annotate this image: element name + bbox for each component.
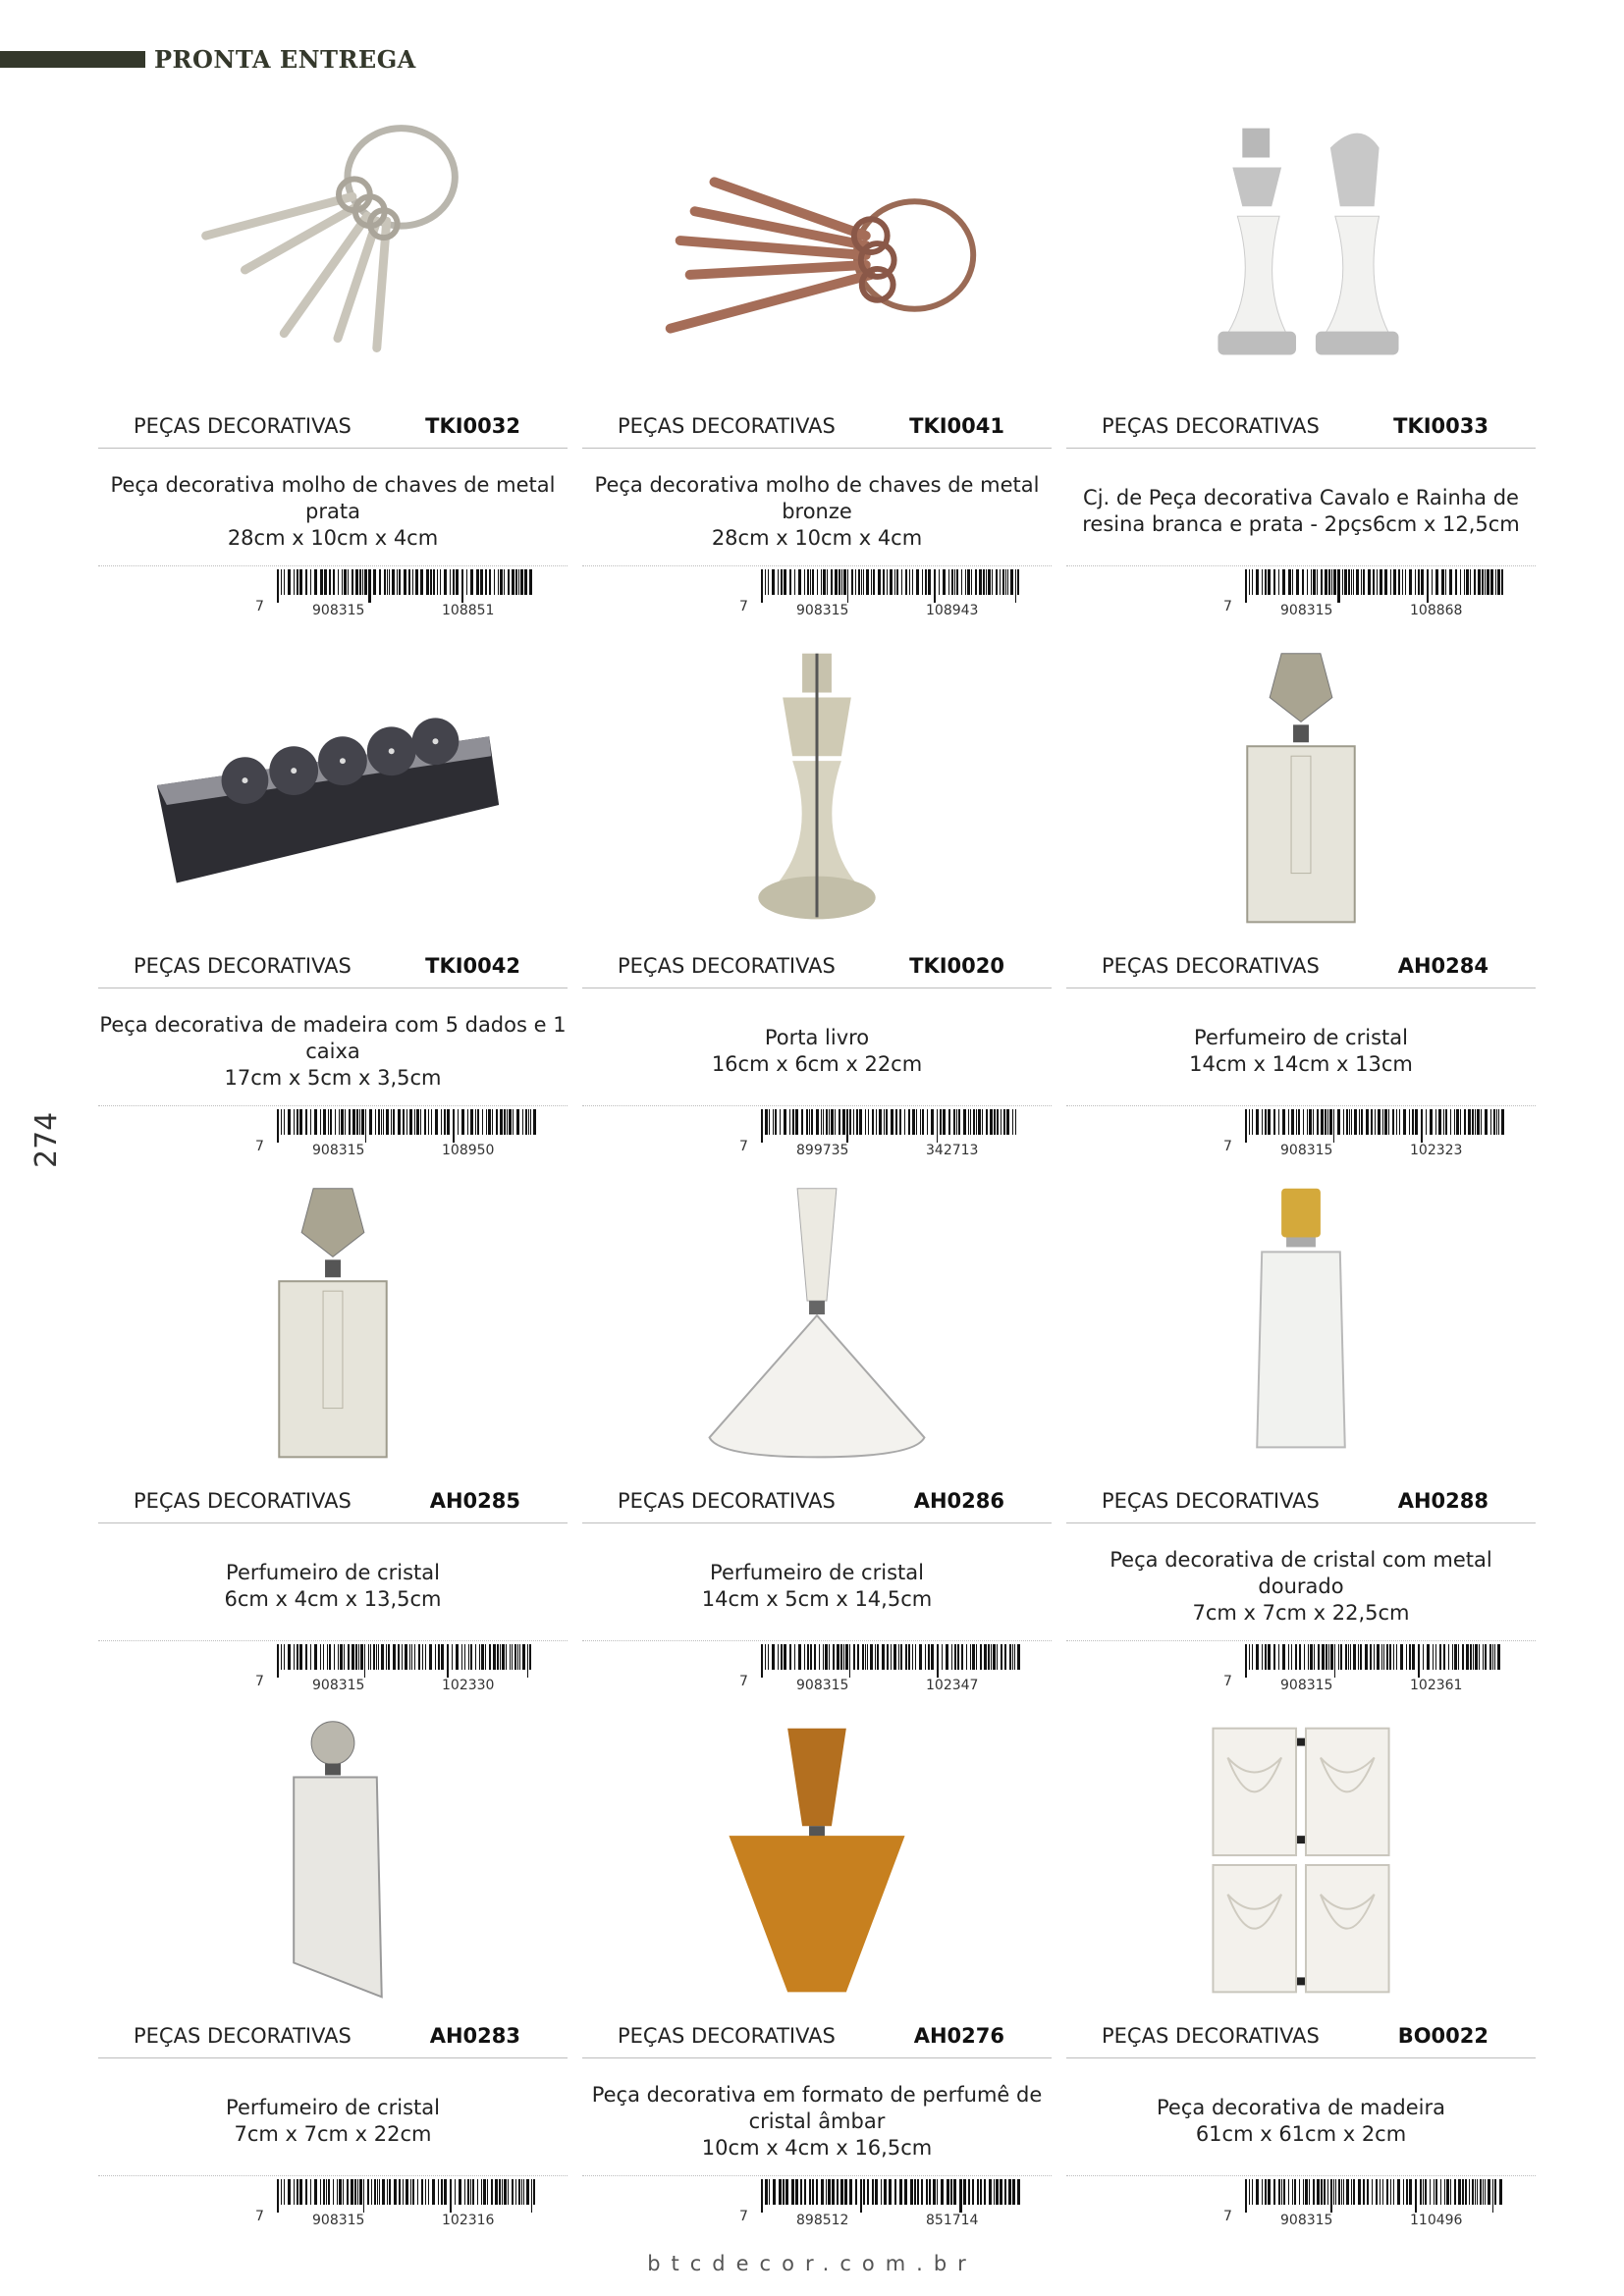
product-code: TKI0032 [425,414,520,438]
product-card[interactable] [98,108,568,648]
product-category: PEÇAS DECORATIVAS [134,414,352,438]
barcode-prefix: 7 [255,1674,264,1689]
product-description: Peça decorativa de madeira com 5 dados e 1 caixa [99,1012,567,1063]
product-meta [582,408,1052,449]
product-row [98,108,1547,648]
barcode-prefix: 7 [255,2209,264,2224]
product-dimensions: 14cm x 14cm x 13cm [1189,1052,1413,1076]
product-meta [1066,948,1536,988]
product-card[interactable] [582,1183,1052,1723]
product-card[interactable] [1066,1183,1536,1723]
barcode-prefix: 7 [1223,2209,1232,2224]
product-category: PEÇAS DECORATIVAS [618,2024,836,2048]
barcode-prefix: 7 [739,1674,748,1689]
product-dimensions: 14cm x 5cm x 14,5cm [701,1587,933,1611]
barcode [1223,2179,1518,2236]
product-dimensions: 7cm x 7cm x 22,5cm [1192,1600,1410,1625]
product-category: PEÇAS DECORATIVAS [1102,2024,1320,2048]
barcode-group-2: 342713 [926,1143,979,1158]
product-dimensions: 10cm x 4cm x 16,5cm [701,2135,933,2160]
barcode-bars [761,1644,1024,1678]
product-dimensions: 61cm x 61cm x 2cm [1195,2122,1407,2146]
product-meta [98,1483,568,1523]
product-category: PEÇAS DECORATIVAS [618,414,836,438]
barcode-group-1: 899735 [796,1143,849,1158]
product-code: AH0285 [429,1489,520,1513]
barcode-group-1: 908315 [1280,1143,1333,1158]
barcode-group-2: 851714 [926,2213,979,2228]
barcode-prefix: 7 [255,599,264,614]
product-description-block [582,2067,1052,2176]
barcode-prefix: 7 [255,1139,264,1154]
product-card[interactable] [98,648,568,1188]
barcode-group-2: 108950 [442,1143,495,1158]
product-description: Peça decorativa molho de chaves de metal prata [110,472,556,523]
product-description-block [1066,457,1536,566]
barcode-prefix: 7 [1223,1674,1232,1689]
barcode-bars [761,1109,1024,1143]
product-code: AH0286 [913,1489,1004,1513]
product-meta [1066,408,1536,449]
product-row [98,1183,1547,1723]
barcode-bars [1245,569,1508,603]
barcode-group-1: 908315 [312,2213,365,2228]
barcode-group-1: 908315 [1280,1678,1333,1693]
product-dimensions: 6cm x 4cm x 13,5cm [224,1587,442,1611]
product-dimensions: 16cm x 6cm x 22cm [711,1052,923,1076]
product-card[interactable] [98,1183,568,1723]
product-description-block [1066,1532,1536,1641]
crystal-perfume-triangle-icon[interactable] [622,1183,1012,1477]
carved-panels-icon[interactable] [1106,1718,1496,2012]
barcode [739,1644,1034,1701]
product-row [98,648,1547,1188]
page-number: 274 [29,1111,64,1168]
footer-website[interactable]: btcdecor.com.br [647,2252,977,2275]
barcode-bars [1245,2179,1508,2213]
dice-box-icon[interactable] [137,648,528,942]
barcode-prefix: 7 [1223,1139,1232,1154]
product-meta [582,948,1052,988]
product-meta [1066,2018,1536,2058]
barcode-group-2: 102330 [442,1678,495,1693]
barcode-bars [277,2179,540,2213]
barcode-group-1: 908315 [1280,2213,1333,2228]
barcode-group-1: 898512 [796,2213,849,2228]
product-row [98,1718,1547,2258]
barcode-bars [761,569,1024,603]
product-description: Perfumeiro de cristal [226,1561,440,1584]
product-code: TKI0033 [1393,414,1489,438]
crystal-gold-cap-icon[interactable] [1106,1183,1496,1477]
product-card[interactable] [98,1718,568,2258]
barcode [1223,1644,1518,1701]
chess-pieces-icon[interactable] [1106,108,1496,402]
barcode-prefix: 7 [1223,599,1232,614]
barcode-bars [277,1644,540,1678]
silver-keys-icon[interactable] [137,108,528,402]
product-meta [582,2018,1052,2058]
product-category: PEÇAS DECORATIVAS [134,1489,352,1513]
product-description-block [98,1532,568,1641]
barcode-group-2: 102361 [1410,1678,1463,1693]
barcode [255,1644,550,1701]
product-card[interactable] [582,108,1052,648]
barcode-bars [277,1109,540,1143]
product-description-block [582,1532,1052,1641]
barcode-group-2: 108851 [442,603,495,618]
product-code: AH0288 [1397,1489,1489,1513]
barcode-group-1: 908315 [312,1143,365,1158]
product-description: Cj. de Peça decorativa Cavalo e Rainha de resina branca e prata - 2pçs6cm x 12,5cm [1082,486,1520,536]
product-description: Porta livro [764,1026,870,1049]
product-dimensions: 7cm x 7cm x 22cm [234,2122,432,2146]
barcode-prefix: 7 [739,2209,748,2224]
product-meta [98,948,568,988]
product-description: Peça decorativa de madeira [1157,2096,1445,2119]
product-description: Peça decorativa em formato de perfumê de cristal âmbar [591,2082,1043,2133]
crystal-prism-icon[interactable] [137,1718,528,2012]
amber-perfume-icon[interactable] [622,1718,1012,2012]
product-description: Peça decorativa de cristal com metal dourado [1110,1547,1492,1598]
bronze-keys-icon[interactable] [622,108,1012,402]
product-card[interactable] [1066,108,1536,648]
product-card[interactable] [1066,1718,1536,2258]
barcode [739,569,1034,626]
product-description-block [1066,2067,1536,2176]
product-category: PEÇAS DECORATIVAS [1102,414,1320,438]
barcode-prefix: 7 [739,599,748,614]
product-code: TKI0041 [909,414,1004,438]
product-dimensions: 28cm x 10cm x 4cm [711,525,923,550]
barcode [1223,569,1518,626]
barcode [1223,1109,1518,1166]
product-category: PEÇAS DECORATIVAS [1102,954,1320,978]
barcode-group-2: 102323 [1410,1143,1463,1158]
barcode-bars [1245,1109,1508,1143]
barcode-group-2: 108943 [926,603,979,618]
product-category: PEÇAS DECORATIVAS [1102,1489,1320,1513]
product-card[interactable] [582,648,1052,1188]
barcode-group-1: 908315 [796,603,849,618]
product-description-block [98,2067,568,2176]
product-code: TKI0042 [425,954,520,978]
product-card[interactable] [1066,648,1536,1188]
product-description: Perfumeiro de cristal [226,2096,440,2119]
product-dimensions: 17cm x 5cm x 3,5cm [224,1065,442,1090]
product-code: AH0283 [429,2024,520,2048]
barcode-group-2: 110496 [1410,2213,1463,2228]
barcode-group-2: 102347 [926,1678,979,1693]
barcode-group-1: 908315 [312,1678,365,1693]
product-description: Peça decorativa molho de chaves de metal bronze [594,472,1040,523]
barcode [739,2179,1034,2236]
section-title: PRONTA ENTREGA [154,45,416,74]
barcode [255,569,550,626]
product-code: AH0284 [1397,954,1489,978]
barcode [255,1109,550,1166]
product-card[interactable] [582,1718,1052,2258]
product-description-block [1066,997,1536,1106]
product-description-block [98,457,568,566]
product-meta [1066,1483,1536,1523]
crystal-perfume-rect-icon[interactable] [1106,648,1496,942]
product-description: Perfumeiro de cristal [710,1561,924,1584]
barcode-group-2: 108868 [1410,603,1463,618]
barcode-group-1: 908315 [1280,603,1333,618]
barcode-bars [1245,1644,1508,1678]
barcode-prefix: 7 [739,1139,748,1154]
crystal-perfume-rect-icon[interactable] [137,1183,528,1477]
product-meta [98,408,568,449]
product-category: PEÇAS DECORATIVAS [618,1489,836,1513]
product-description-block [98,997,568,1106]
product-category: PEÇAS DECORATIVAS [134,2024,352,2048]
barcode-bars [761,2179,1024,2213]
product-category: PEÇAS DECORATIVAS [618,954,836,978]
product-code: AH0276 [913,2024,1004,2048]
product-meta [582,1483,1052,1523]
barcode [739,1109,1034,1166]
barcode-group-1: 908315 [796,1678,849,1693]
product-description-block [582,997,1052,1106]
product-dimensions: 28cm x 10cm x 4cm [227,525,439,550]
header-bar [0,51,145,68]
barcode-group-2: 102316 [442,2213,495,2228]
product-category: PEÇAS DECORATIVAS [134,954,352,978]
product-meta [98,2018,568,2058]
product-code: TKI0020 [909,954,1004,978]
product-description: Perfumeiro de cristal [1194,1026,1408,1049]
product-description-block [582,457,1052,566]
barcode [255,2179,550,2236]
barcode-bars [277,569,540,603]
product-code: BO0022 [1397,2024,1489,2048]
king-bookend-icon[interactable] [622,648,1012,942]
barcode-group-1: 908315 [312,603,365,618]
